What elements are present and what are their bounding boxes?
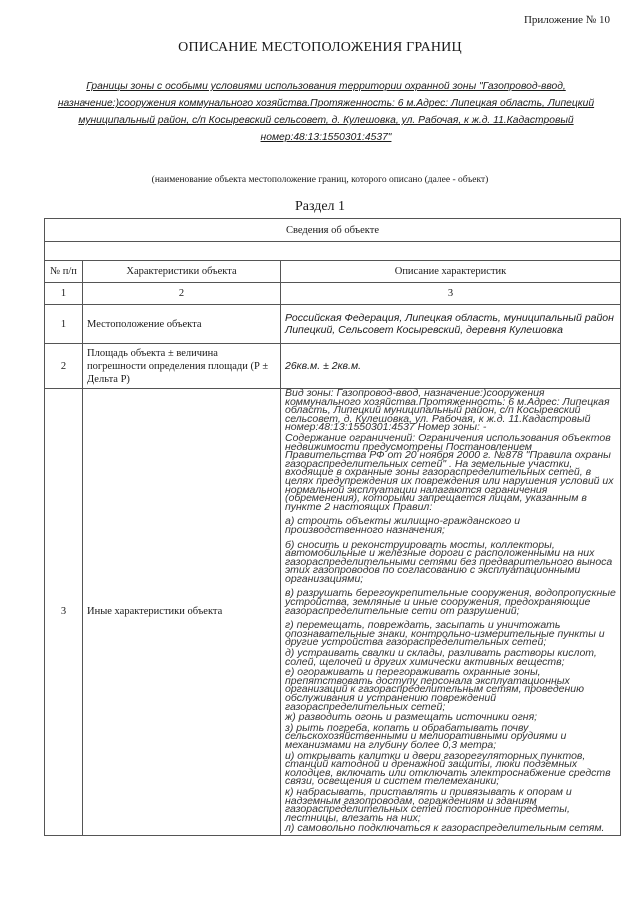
table-column-headers	[45, 261, 621, 283]
table-header-title: Сведения об объекте	[45, 219, 621, 242]
row-characteristic: Площадь объекта ± величина погрешности определения площади (Р ± Дельта Р)	[83, 344, 281, 389]
restriction-paragraph: к) набрасывать, приставлять и привязывать к опорам и надземным газопроводам, ограждениям и зданиям газораспределительных сетей посторонние предметы, лестницы, влезать на них;	[285, 785, 572, 824]
table-row	[45, 305, 621, 344]
restriction-paragraph: е) огораживать и перегораживать охранные зоны, препятствовать доступу персонала эксплуатационных организаций к газораспределительным сетям, проведению обслуживания и устранению повреждений газораспределительных сетей;	[285, 666, 584, 713]
table-row	[45, 389, 621, 836]
column-number-1: 1	[45, 283, 83, 305]
object-info-table	[44, 218, 621, 836]
row-value: 26кв.м. ± 2кв.м.	[281, 344, 621, 389]
restriction-paragraph: д) устраивать свалки и склады, разливать растворы кислот, солей, щелочей и других химически активных веществ;	[285, 647, 597, 668]
column-header-num: № п/п	[45, 261, 83, 283]
object-caption: (наименование объекта местоположение границ, которого описано (далее - объект)	[151, 175, 489, 185]
restriction-paragraph: б) сносить и реконструировать мосты, коллекторы, автомобильные и железные дороги с расположенными на них газораспределительными сетями без предварительного выноса этих газопроводов по согласованию с эксплуатационными организациями;	[285, 538, 613, 585]
restriction-paragraph: Содержание ограничений: Ограничения использования объектов недвижимости предусмотрены Постановлением Правительства РФ от 20 ноября 2000 г. №878 "Правила охраны газораспределительных сетей" . На земельные участки, входящие в охранные зоны газораспределительных сетей, в целях предупреждения их повреждения или нарушения условий их нормальной эксплуатации налагаются ограничения (обременения), которыми запрещается лицам, указанным в пункте 2 настоящих Правил:	[285, 431, 614, 513]
row-characteristic: Местоположение объекта	[83, 305, 281, 344]
row-number: 3	[45, 389, 83, 836]
row-number: 1	[45, 305, 83, 344]
restriction-paragraph: г) перемещать, повреждать, засыпать и уничтожать опознавательные знаки, контрольно-измерительные пункты и другие устройства газораспределительных сетей;	[285, 619, 605, 649]
document-title: ОПИСАНИЕ МЕСТОПОЛОЖЕНИЯ ГРАНИЦ	[178, 40, 462, 55]
column-header-description: Описание характеристик	[281, 261, 621, 283]
row-characteristic: Иные характеристики объекта	[83, 389, 281, 836]
table-row	[45, 344, 621, 389]
column-number-2: 2	[83, 283, 281, 305]
table-column-numbers	[45, 283, 621, 305]
object-description: Границы зоны с особыми условиями использования территории охранной зоны "Газопровод-ввод, назначение:)сооружения коммунального хозяйства.Протяженность: 6 м.Адрес: Липецкая область, Липецкий муниципальный район, с/п Косыревский сельсовет, д. Кулешовка, ул. Рабочая, к ж.д. 11.Кадастровый номер:48:13:1550301:4537"	[57, 81, 595, 143]
restriction-paragraph: Вид зоны: Газопровод-ввод, назначение:)сооружения коммунального хозяйства.Протяженность: 6 м.Адрес: Липецкая область, Липецкий муниципальный район, с/п Косыревский сельсовет, д. Кулешовка, ул. Рабочая, к ж.д. 11.Кадастровый номер:48:13:1550301:4537 Номер зоны: -	[285, 387, 610, 434]
restriction-paragraph: а) строить объекты жилищно-гражданского и производственного назначения;	[285, 515, 521, 536]
table-blank-row	[45, 242, 621, 261]
restriction-paragraph: и) открывать калитки и двери газорегуляторных пунктов, станций катодной и дренажной защиты, люки подземных колодцев, включать или отключать электроснабжение средств связи, освещения и систем телемеханики;	[285, 749, 611, 788]
restriction-paragraph: л) самовольно подключаться к газораспределительным сетям.	[285, 822, 605, 835]
restriction-paragraph: ж) разводить огонь и размещать источники огня;	[285, 711, 538, 724]
column-number-3: 3	[281, 283, 621, 305]
restriction-paragraph: в) разрушать берегоукрепительные сооружения, водопропускные устройства, земляные и иные сооружения, предохраняющие газораспределительные сети от разрушений;	[285, 587, 616, 617]
restriction-paragraph: з) рыть погреба, копать и обрабатывать почву сельскохозяйственными и мелиоративными орудиями и механизмами на глубину более 0,3 метра;	[285, 721, 567, 751]
row-value: Российская Федерация, Липецкая область, муниципальный район Липецкий, Сельсовет Косыревский, деревня Кулешовка	[281, 305, 621, 344]
column-header-characteristic: Характеристики объекта	[83, 261, 281, 283]
appendix-label: Приложение № 10	[523, 14, 610, 26]
row-number: 2	[45, 344, 83, 389]
section-title: Раздел 1	[294, 199, 346, 214]
row-value-restrictions	[281, 389, 621, 836]
